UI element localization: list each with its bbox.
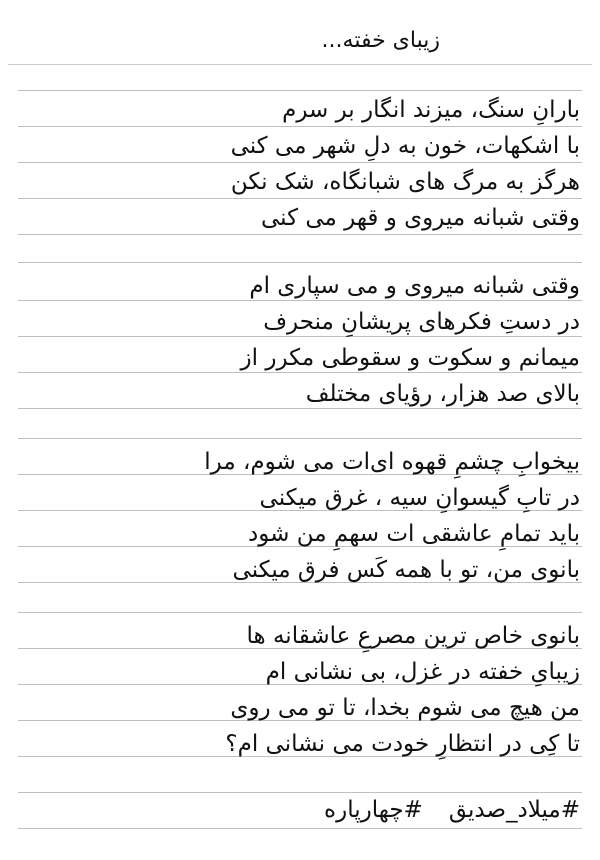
poem-line: وقتی شبانه میروی و قهر می کنی — [260, 205, 580, 231]
poem-line: میمانم و سکوت و سقوطی مکرر از — [240, 345, 580, 371]
poem-line: با اشکهات، خون به دلِ شهر می کنی — [230, 133, 580, 159]
ruled-line — [18, 262, 582, 263]
hashtag-link[interactable]: #چهارپاره — [324, 797, 423, 823]
poem-title: زیبای خفته... — [321, 28, 440, 53]
poem-line: در دستِ فکرهای پریشانِ منحرف — [263, 309, 580, 335]
ruled-line — [18, 234, 582, 235]
poem-line: زیبایِ خفته در غزل، بی نشانی ام — [265, 659, 580, 685]
poem-line: من هیچ می شوم بخدا، تا تو می روی — [230, 695, 580, 721]
poem-line: بانوی خاص ترین مصرعِ عاشقانه ها — [246, 623, 580, 649]
poem-line: بیخوابِ چشمِ قهوه ای‌ات می شوم، مرا — [204, 449, 580, 475]
ruled-line — [18, 90, 582, 91]
poem-line: بالای صد هزار، رؤیای مختلف — [305, 381, 580, 407]
poem-line: در تابِ گیسوانِ سیه ، غرق میکنی — [259, 485, 580, 511]
ruled-line — [18, 162, 582, 163]
ruled-line — [18, 828, 582, 829]
poem-line: باید تمامِ عاشقی ات سهمِ من شود — [248, 521, 580, 547]
poem-line: بارانِ سنگ، میزند انگار بر سرم — [282, 97, 580, 123]
poem-line: بانوی من، تو با همه کَس فرق میکنی — [232, 557, 580, 583]
ruled-line — [18, 198, 582, 199]
ruled-line — [18, 126, 582, 127]
poem-line: هرگز به مرگ های شبانگاه، شک نکن — [230, 169, 580, 195]
poem-line: وقتی شبانه میروی و می سپاری ام — [249, 273, 580, 299]
ruled-line — [18, 612, 582, 613]
ruled-line — [18, 792, 582, 793]
hashtag-row — [324, 794, 580, 826]
hashtag-link[interactable]: #میلاد_صدیق — [448, 797, 580, 823]
poem-line: تا کِی در انتظارِ خودت می نشانی ام؟ — [225, 731, 580, 757]
ruled-line — [18, 438, 582, 439]
